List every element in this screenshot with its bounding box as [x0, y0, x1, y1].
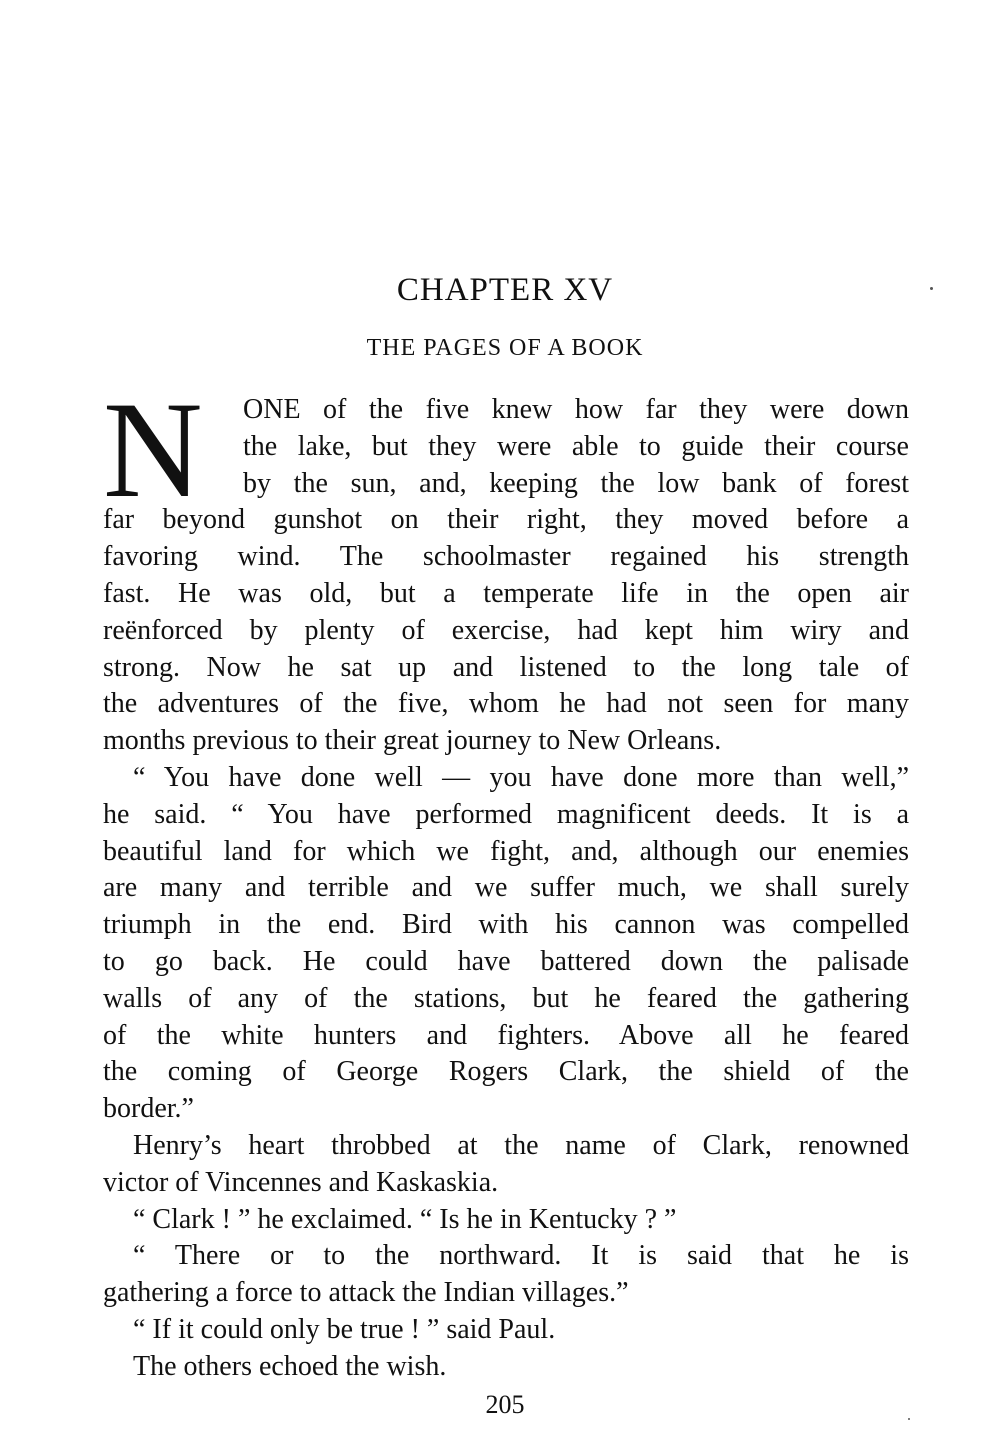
text-line: the adventures of the five, whom he had not seen for many — [103, 688, 909, 720]
text-line: gathering a force to attack the Indian villages.” — [103, 1277, 629, 1309]
scan-speck — [930, 287, 933, 290]
chapter-title: CHAPTER XV — [396, 272, 614, 308]
text-line: strong. Now he sat up and listened to the long tale of — [103, 651, 909, 683]
drop-cap: N — [103, 373, 203, 526]
text-line: months previous to their great journey to New Orleans. — [103, 725, 722, 757]
text-line: are many and terrible and we suffer much, we shall surely — [103, 872, 909, 904]
text-line: victor of Vincennes and Kaskaskia. — [103, 1166, 499, 1198]
chapter-subtitle: THE PAGES OF A BOOK — [366, 335, 644, 361]
page-number: 205 — [485, 1390, 525, 1419]
text-line: beautiful land for which we fight, and, although our enemies — [103, 835, 909, 867]
text-line: fast. He was old, but a temperate life in the open air — [103, 577, 909, 609]
scan-speck — [908, 1418, 910, 1420]
text-line: far beyond gunshot on their right, they moved before a — [103, 504, 909, 536]
text-line: “ Clark ! ” he exclaimed. “ Is he in Kentucky ? ” — [133, 1203, 677, 1235]
text-line: ONE of the five knew how far they were down — [243, 394, 909, 425]
text-line: the coming of George Rogers Clark, the shield of the — [103, 1056, 909, 1088]
text-line: Henry’s heart throbbed at the name of Clark, renowned — [133, 1129, 909, 1161]
text-line: The others echoed the wish. — [133, 1350, 447, 1382]
text-line: to go back. He could have battered down the palisade — [103, 945, 909, 977]
text-line: of the white hunters and fighters. Above all he feared — [103, 1019, 909, 1051]
text-line: favoring wind. The schoolmaster regained his strength — [103, 541, 909, 573]
text-line: walls of any of the stations, but he feared the gathering — [103, 982, 909, 1014]
text-line: triumph in the end. Bird with his cannon was compelled — [103, 909, 909, 941]
text-line: he said. “ You have performed magnificent deeds. It is a — [103, 798, 909, 830]
text-line: the lake, but they were able to guide their course — [243, 430, 909, 462]
body-text — [103, 373, 909, 1386]
text-line: “ If it could only be true ! ” said Paul. — [133, 1313, 556, 1345]
text-line: “ There or to the northward. It is said that he is — [133, 1240, 909, 1272]
text-line: by the sun, and, keeping the low bank of forest — [243, 467, 909, 499]
text-line: “ You have done well — you have done more than well,” — [133, 761, 909, 793]
text-line: reënforced by plenty of exercise, had kept him wiry and — [103, 614, 909, 646]
text-line: border.” — [103, 1093, 194, 1125]
